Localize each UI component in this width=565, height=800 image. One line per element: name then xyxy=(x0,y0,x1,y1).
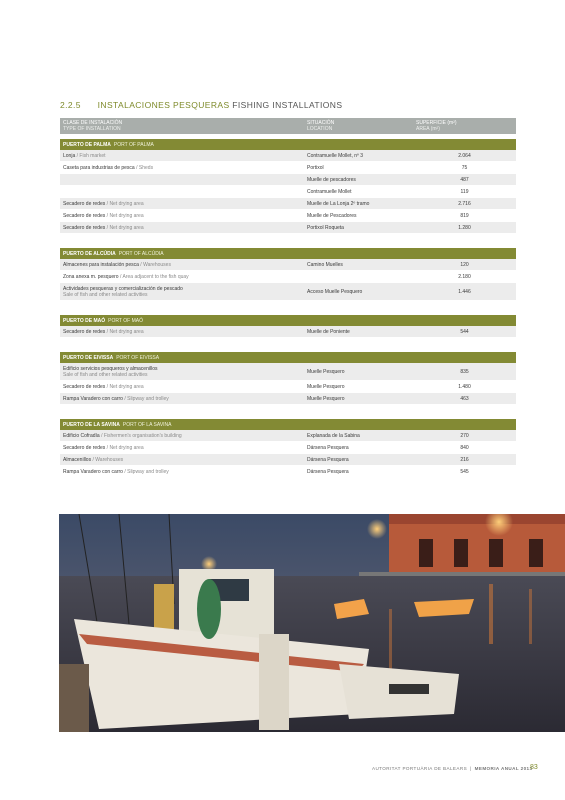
section-header xyxy=(60,315,516,326)
area-cell xyxy=(413,430,516,442)
type-cell xyxy=(60,210,304,222)
location-cell xyxy=(304,454,413,466)
type-separator: / xyxy=(91,456,96,463)
location-text: Acceso Muelle Pesquero xyxy=(307,288,363,295)
area-cell xyxy=(413,150,516,162)
table-row xyxy=(60,198,516,210)
section-header-row xyxy=(60,352,516,363)
type-en: Net drying area xyxy=(109,224,144,231)
type-cell xyxy=(60,186,304,198)
table-row xyxy=(60,150,516,162)
type-es: Almacenes para instalación pesca xyxy=(63,261,139,268)
page-number: 83 xyxy=(530,764,538,771)
spacer-row xyxy=(60,301,516,316)
header-location-en: LOCATION xyxy=(307,126,333,132)
section-header xyxy=(60,139,516,150)
type-en: Fishermen's organisation's building xyxy=(103,432,182,439)
location-text: Portixol xyxy=(307,164,324,171)
type-cell xyxy=(60,393,304,405)
location-cell xyxy=(304,381,413,393)
section-heading xyxy=(60,100,342,110)
area-value: 545 xyxy=(460,468,469,475)
location-cell xyxy=(304,162,413,174)
section-name-en: PORT OF PALMA xyxy=(113,141,154,148)
table-row xyxy=(60,466,516,478)
location-cell xyxy=(304,363,413,381)
type-es: Secadero de redes xyxy=(63,212,106,219)
type-en: Fish market xyxy=(79,152,106,159)
location-cell xyxy=(304,259,413,271)
table-row xyxy=(60,381,516,393)
type-es: Lonja xyxy=(63,152,76,159)
section-title-en: FISHING INSTALLATIONS xyxy=(232,100,343,110)
area-value: 2.064 xyxy=(458,152,471,159)
type-separator: / xyxy=(122,468,128,475)
location-cell xyxy=(304,222,413,234)
area-value: 1.480 xyxy=(458,383,471,390)
type-en: Sheds xyxy=(138,164,154,171)
type-es: Secadero de redes xyxy=(63,224,106,231)
section-name-es: PUERTO DE LA SAVINA xyxy=(63,421,120,428)
section-name-en: PORT OF LA SAVINA xyxy=(122,421,172,428)
type-en: Net drying area xyxy=(109,383,144,390)
header-type-es: CLASE DE INSTALACIÓN xyxy=(63,120,123,126)
area-cell xyxy=(413,259,516,271)
type-cell xyxy=(60,454,304,466)
area-cell xyxy=(413,326,516,338)
spacer-cell xyxy=(60,338,516,353)
location-text: Contramuelle Mollet, nº 3 xyxy=(307,152,364,159)
type-cell xyxy=(60,174,304,186)
area-value: 119 xyxy=(460,188,469,195)
location-text: Camino Muelles xyxy=(307,261,343,268)
type-cell xyxy=(60,271,304,283)
table-row xyxy=(60,259,516,271)
area-cell xyxy=(413,381,516,393)
location-text: Muelle de pescadores xyxy=(307,176,356,183)
location-cell xyxy=(304,271,413,283)
table-row xyxy=(60,162,516,174)
table-row xyxy=(60,174,516,186)
type-es: Secadero de redes xyxy=(63,383,106,390)
type-separator: / xyxy=(105,383,110,390)
type-separator: / xyxy=(134,164,139,171)
type-es: Zona anexa m. pesquero xyxy=(63,273,119,280)
type-cell xyxy=(60,198,304,210)
type-cell xyxy=(60,222,304,234)
section-name-en: PORT OF MAÓ xyxy=(108,317,143,324)
type-cell xyxy=(60,381,304,393)
section-header xyxy=(60,352,516,363)
type-es: Secadero de redes xyxy=(63,444,106,451)
type-separator: / xyxy=(75,152,80,159)
area-value: 463 xyxy=(460,395,469,402)
footer-org: AUTORITAT PORTUÀRIA DE BALEARS xyxy=(372,766,468,771)
type-cell xyxy=(60,442,304,454)
section-header-row xyxy=(60,139,516,150)
area-cell xyxy=(413,363,516,381)
type-separator: / xyxy=(105,200,110,207)
type-en: Net drying area xyxy=(109,444,144,451)
area-cell xyxy=(413,393,516,405)
location-cell xyxy=(304,198,413,210)
type-cell xyxy=(60,326,304,338)
type-en: Warehouses xyxy=(143,261,171,268)
area-value: 835 xyxy=(460,368,469,375)
location-text: Dársena Pesquera xyxy=(307,444,349,451)
area-cell xyxy=(413,186,516,198)
area-value: 120 xyxy=(460,261,469,268)
area-cell xyxy=(413,210,516,222)
header-location-es: SITUACIÓN xyxy=(307,120,335,126)
location-cell xyxy=(304,210,413,222)
table-row xyxy=(60,363,516,381)
type-en: Warehouses xyxy=(95,456,124,463)
type-en: Slipway and trolley xyxy=(127,395,169,402)
section-header-row xyxy=(60,419,516,430)
location-text: Muelle de La Lonja 2º tramo xyxy=(307,200,370,207)
type-en: Net drying area xyxy=(109,200,144,207)
table-row xyxy=(60,283,516,301)
spacer-row xyxy=(60,405,516,420)
area-value: 2.180 xyxy=(458,273,471,280)
area-cell xyxy=(413,271,516,283)
type-en: Slipway and trolley xyxy=(127,468,169,475)
type-separator: / xyxy=(138,261,144,268)
spacer-cell xyxy=(60,301,516,316)
area-value: 1.280 xyxy=(458,224,471,231)
type-separator: / xyxy=(122,395,128,402)
area-cell xyxy=(413,198,516,210)
area-cell xyxy=(413,466,516,478)
harbour-photo xyxy=(59,514,565,732)
footer-report: MEMORIA ANUAL 2013 xyxy=(474,766,533,771)
area-cell xyxy=(413,283,516,301)
type-cell xyxy=(60,283,304,301)
type-es: Secadero de redes xyxy=(63,200,106,207)
type-es: Edificio Cofradía xyxy=(63,432,100,439)
type-cell xyxy=(60,259,304,271)
area-value: 1.446 xyxy=(458,288,471,295)
type-separator: / xyxy=(118,273,123,280)
location-cell xyxy=(304,466,413,478)
spacer-cell xyxy=(60,405,516,420)
type-separator: / xyxy=(105,212,110,219)
type-es: Caseta para industrias de pesca xyxy=(63,164,135,171)
type-en-secondary: Sale of fish and other related activities xyxy=(63,291,148,298)
location-text: Portixol Roqueta xyxy=(307,224,344,231)
table-row xyxy=(60,393,516,405)
type-separator: / xyxy=(105,328,110,335)
location-text: Muelle Pesquero xyxy=(307,383,345,390)
location-cell xyxy=(304,326,413,338)
location-cell xyxy=(304,442,413,454)
header-location xyxy=(304,118,413,134)
section-header-row xyxy=(60,248,516,259)
footer xyxy=(372,766,532,771)
location-cell xyxy=(304,430,413,442)
area-cell xyxy=(413,174,516,186)
type-es: Edificio servicios pesqueros y almacenillos xyxy=(63,365,158,372)
type-en: Net drying area xyxy=(109,328,144,335)
type-cell xyxy=(60,430,304,442)
table-row xyxy=(60,326,516,338)
area-value: 75 xyxy=(461,164,468,171)
area-value: 840 xyxy=(460,444,469,451)
type-separator: / xyxy=(105,224,110,231)
section-name-es: PUERTO DE PALMA xyxy=(63,141,111,148)
footer-separator: | xyxy=(470,766,472,771)
table-row xyxy=(60,186,516,198)
area-cell xyxy=(413,222,516,234)
spacer-row xyxy=(60,338,516,353)
location-text: Muelle de Pescadores xyxy=(307,212,357,219)
location-text: Dársena Pesquera xyxy=(307,468,349,475)
type-es: Actividades pesqueras y comercialización de pescado xyxy=(63,285,183,292)
location-cell xyxy=(304,186,413,198)
section-header xyxy=(60,248,516,259)
type-en-secondary: Sale of fish and other related activities xyxy=(63,371,148,378)
type-separator: / xyxy=(99,432,104,439)
location-text: Dársena Pesquera xyxy=(307,456,349,463)
area-value: 216 xyxy=(460,456,469,463)
section-name-es: PUERTO DE EIVISSA xyxy=(63,354,114,361)
area-value: 270 xyxy=(460,432,469,439)
location-text: Contramuelle Mollet xyxy=(307,188,352,195)
area-value: 544 xyxy=(460,328,469,335)
section-header xyxy=(60,419,516,430)
type-cell xyxy=(60,150,304,162)
type-es: Almacenillos xyxy=(63,456,92,463)
location-text: Muelle de Poniente xyxy=(307,328,350,335)
table-row xyxy=(60,430,516,442)
section-title-es: INSTALACIONES PESQUERAS xyxy=(97,100,230,110)
spacer-cell xyxy=(60,234,516,249)
header-type-en: TYPE OF INSTALLATION xyxy=(63,126,121,132)
header-type xyxy=(60,118,304,134)
area-value: 487 xyxy=(460,176,469,183)
section-number: 2.2.5 xyxy=(60,100,81,110)
location-cell xyxy=(304,393,413,405)
location-text: Explanada de la Sabina xyxy=(307,432,360,439)
type-cell xyxy=(60,363,304,381)
area-cell xyxy=(413,162,516,174)
spacer-row xyxy=(60,234,516,249)
area-cell xyxy=(413,442,516,454)
section-name-en: PORT OF ALCÚDIA xyxy=(118,250,164,257)
location-cell xyxy=(304,174,413,186)
section-name-en: PORT OF EIVISSA xyxy=(116,354,160,361)
area-cell xyxy=(413,454,516,466)
table-row xyxy=(60,222,516,234)
area-value: 2.716 xyxy=(458,200,471,207)
type-cell xyxy=(60,466,304,478)
location-cell xyxy=(304,150,413,162)
header-area-es: SUPERFICIE (m²) xyxy=(416,120,457,126)
table-row xyxy=(60,442,516,454)
table-row xyxy=(60,271,516,283)
fishing-installations-table xyxy=(60,118,516,478)
header-area xyxy=(413,118,516,134)
area-value: 819 xyxy=(460,212,469,219)
type-separator: / xyxy=(105,444,110,451)
type-cell xyxy=(60,162,304,174)
section-name-es: PUERTO DE MAÓ xyxy=(63,317,106,324)
section-name-es: PUERTO DE ALCÚDIA xyxy=(63,250,116,257)
type-es: Rampa Varadero con carro xyxy=(63,395,123,402)
type-en: Area adjacent to the fish quay xyxy=(122,273,189,280)
section-header-row xyxy=(60,315,516,326)
type-es: Rampa Varadero con carro xyxy=(63,468,123,475)
type-es: Secadero de redes xyxy=(63,328,106,335)
table-header-row xyxy=(60,118,516,134)
location-text: Muelle Pesquero xyxy=(307,395,345,402)
location-text: Muelle Pesquero xyxy=(307,368,345,375)
table-row xyxy=(60,454,516,466)
type-en: Net drying area xyxy=(109,212,144,219)
table-row xyxy=(60,210,516,222)
location-cell xyxy=(304,283,413,301)
header-area-en: AREA (m²) xyxy=(416,126,440,132)
